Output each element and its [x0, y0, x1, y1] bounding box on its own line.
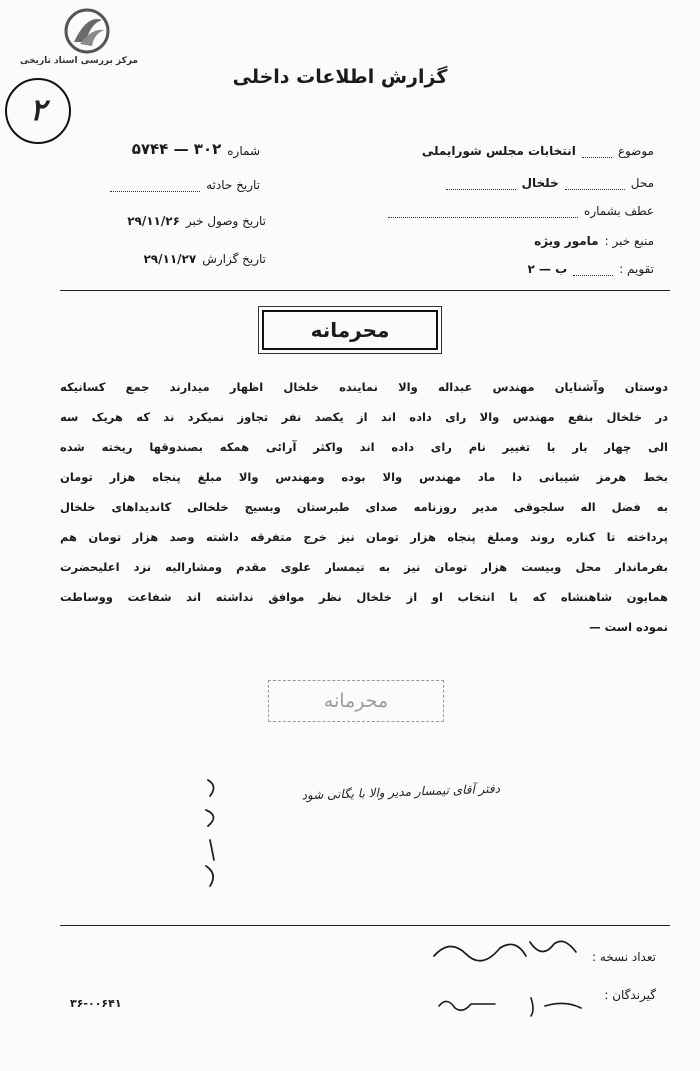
report-date-field	[36, 244, 266, 266]
faded-stamp-text: محرمانه	[323, 690, 389, 712]
reference-code: ۳۶-۰۰۶۴۱	[70, 997, 122, 1010]
handwritten-signature	[430, 934, 580, 964]
report-body	[60, 372, 668, 642]
copies-field	[430, 930, 656, 964]
subject-field	[392, 136, 654, 158]
rating-field	[392, 254, 654, 276]
body-line: بخط هرمز شیبانی دا ماد مهندس والا بوده ومهندس والا مبلغ پنجاه هزار تومان	[60, 470, 668, 484]
handwritten-margin-scribble	[200, 770, 230, 890]
source-label: منبع خبر :	[604, 234, 654, 248]
source-field	[392, 226, 654, 248]
body-line: الی چهار بار با تغییر نام رای داده اند واکثر آرائی همکه بصندوقها ریخته شده	[60, 440, 668, 454]
body-line: دوستان وآشنایان مهندس عبداله والا نماینده خلخال اظهار میدارند جمع کسانیکه	[60, 380, 668, 394]
dotted-line	[446, 179, 516, 190]
archive-logo	[14, 8, 144, 70]
dotted-line	[565, 179, 625, 190]
body-line: پرداخته تا کناره روند ومبلغ پنجاه هزار تومان نیز خرج متفرقه داشته وصد هزار تومان هم	[60, 530, 668, 544]
received-date-field	[36, 206, 266, 228]
body-line: بفرماندار محل وبیست هزار تومان نیز به تیمسار علوی مقدم ومشارالیه نزد اعلیحضرت	[60, 560, 668, 574]
number-label: شماره	[227, 144, 260, 158]
source-value: مامور ویژه	[534, 234, 599, 248]
archive-logo-icon	[64, 8, 110, 54]
copies-label: تعداد نسخه :	[591, 950, 656, 964]
footer-divider	[60, 925, 670, 926]
place-value: خلخال	[521, 176, 559, 190]
report-date-value: ۲۹/۱۱/۲۷	[143, 252, 197, 266]
event-date-label: تاریخ حادثه	[206, 178, 260, 192]
received-date-label: تاریخ وصول خبر	[185, 214, 266, 228]
body-line: همایون شاهنشاه که با انتخاب او از خلخال نظر موافق نداشته اند شفاعت ووساطت	[60, 590, 668, 604]
number-field	[60, 136, 260, 158]
archive-caption: مرکز بررسی اسناد تاریخی	[19, 56, 139, 66]
body-line: به فضل اله سلجوقی مدیر روزنامه صدای طبرستان وبسیج خلخالی کاندیداهای خلخال	[60, 500, 668, 514]
page-number-circle: ۲	[5, 78, 71, 144]
body-line: نموده است —	[589, 620, 668, 634]
received-date-value: ۲۹/۱۱/۲۶	[127, 214, 180, 228]
recipients-handwriting	[435, 990, 585, 1020]
report-date-label: تاریخ گزارش	[202, 252, 266, 266]
rating-label: تقویم :	[619, 262, 654, 276]
body-line: در خلخال بنفع مهندس والا رای داده اند از یکصد نفر تجاوز نمیکرد ند که هریک سه	[60, 410, 668, 424]
subject-value: انتخابات مجلس شورایملی	[421, 144, 576, 158]
classification-text: محرمانه	[310, 318, 390, 342]
recipients-label: گیرندگان :	[604, 988, 656, 1002]
number-value: ۳۰۲ — ۵۷۴۴	[131, 140, 222, 158]
place-label: محل	[630, 176, 654, 190]
dotted-line	[388, 207, 578, 218]
attachment-field	[392, 196, 654, 218]
subject-label: موضوع	[617, 144, 654, 158]
document-title: گزارش اطلاعات داخلی	[232, 66, 448, 88]
place-field	[392, 168, 654, 190]
event-date-field	[40, 170, 260, 192]
faded-stamp	[268, 680, 444, 722]
dotted-line	[110, 181, 200, 192]
header-divider	[60, 290, 670, 291]
handwritten-note: دفتر آقای تیمسار مدیر والا با یگانی شود	[301, 781, 501, 803]
dotted-line	[582, 147, 612, 158]
attachment-label: عطف بشماره	[584, 204, 654, 218]
dotted-line	[573, 265, 613, 276]
classification-stamp	[262, 310, 438, 350]
rating-value: ب — ۲	[527, 262, 568, 276]
